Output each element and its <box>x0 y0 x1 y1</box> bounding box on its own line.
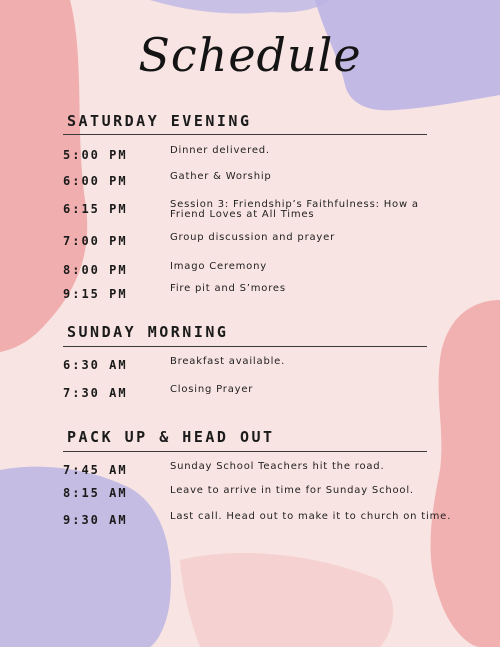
schedule-description: Dinner delivered. <box>170 145 270 156</box>
schedule-description: Breakfast available. <box>170 356 286 367</box>
schedule-description: Fire pit and S’mores <box>170 283 286 294</box>
schedule-description: Leave to arrive in time for Sunday School. <box>170 485 414 496</box>
schedule-time: 9:15 PM <box>63 287 128 301</box>
schedule-description: Last call. Head out to make it to church on time. <box>170 511 452 522</box>
schedule-time: 6:15 PM <box>63 202 128 216</box>
schedule-time: 8:00 PM <box>63 263 128 277</box>
schedule-description: Group discussion and prayer <box>170 232 335 243</box>
schedule-time: 7:45 AM <box>63 463 128 477</box>
page-title: Schedule <box>138 28 362 82</box>
schedule-time: 9:30 AM <box>63 513 128 527</box>
section-divider <box>63 451 427 452</box>
schedule-time: 6:30 AM <box>63 358 128 372</box>
schedule-time: 6:00 PM <box>63 174 128 188</box>
schedule-time: 7:00 PM <box>63 234 128 248</box>
schedule-description: Sunday School Teachers hit the road. <box>170 461 385 472</box>
section-heading-saturday-evening: SATURDAY EVENING <box>67 112 252 130</box>
schedule-time: 5:00 PM <box>63 148 128 162</box>
schedule-description: Gather & Worship <box>170 171 272 182</box>
section-divider <box>63 134 427 135</box>
section-divider <box>63 346 427 347</box>
schedule-description: Closing Prayer <box>170 384 254 395</box>
schedule-description: Session 3: Friendship’s Faithfulness: How a Friend Loves at All Times <box>170 199 419 220</box>
section-heading-sunday-morning: SUNDAY MORNING <box>67 323 229 341</box>
schedule-time: 7:30 AM <box>63 386 128 400</box>
section-heading-pack-up: PACK UP & HEAD OUT <box>67 428 275 446</box>
schedule-description: Imago Ceremony <box>170 261 267 272</box>
schedule-time: 8:15 AM <box>63 486 128 500</box>
